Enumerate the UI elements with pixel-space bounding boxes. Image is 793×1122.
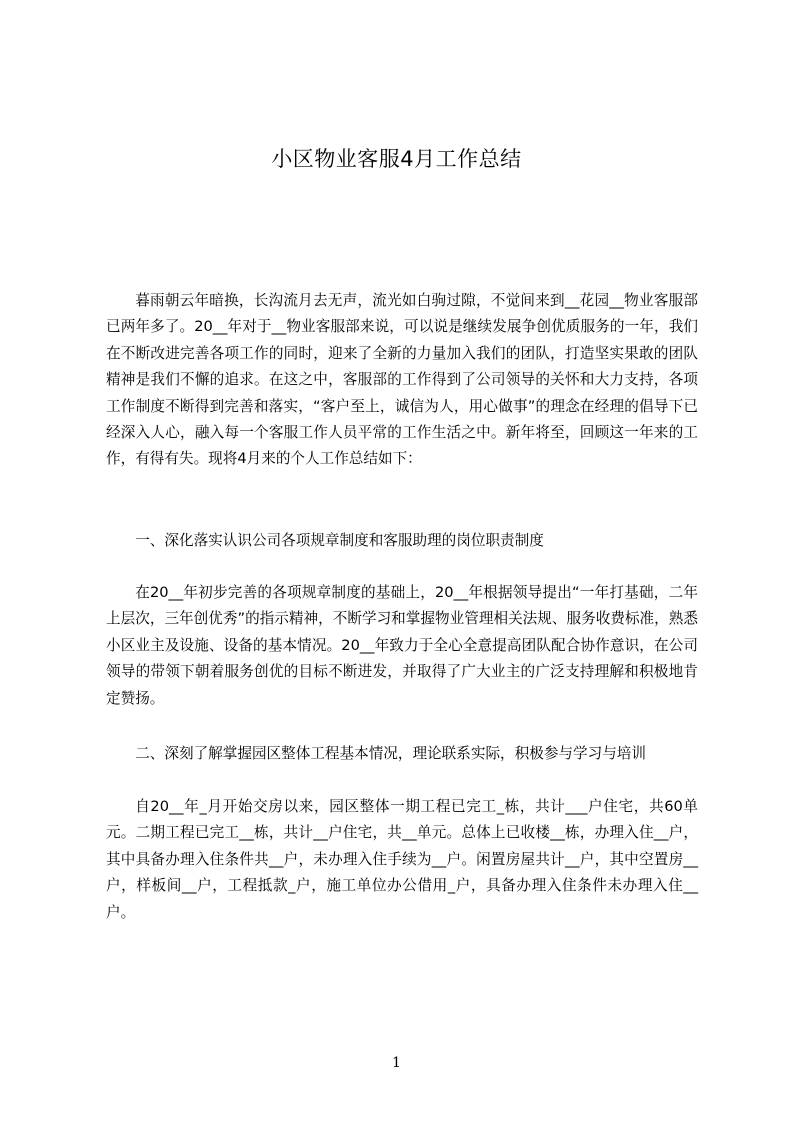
section-heading-2: 二、深刻了解掌握园区整体工程基本情况，理论联系实际，积极参与学习与培训 xyxy=(135,745,646,762)
paragraph-section-1: 在20__年初步完善的各项规章制度的基础上，20__年根据领导提出“一年打基础，二年上层次，三年创优秀”的指示精神，不断学习和掌握物业管理相关法规、服务收费标准，熟悉小区业主及设施、设备的基本情况。20__年致力于全心全意提高团队配合协作意识，在公司领导的带领下朝着服务创优的目标不断进发，并取得了广大业主的广泛支持理解和积极地肯定赞扬。 xyxy=(106,584,698,707)
paragraph-intro: 暮雨朝云年暗换，长沟流月去无声，流光如白驹过隙，不觉间来到__花园__物业客服部已两年多了。20__年对于__物业客服部来说，可以说是继续发展争创优质服务的一年，我们在不断改进完善各项工作的同时，迎来了全新的力量加入我们的团队，打造坚实果敢的团队精神是我们不懈的追求。在这之中，客服部的工作得到了公司领导的关怀和大力支持，各项工作制度不断得到完善和落实，“客户至上，诚信为人，用心做事”的理念在经理的倡导下已经深入人心，融入每一个客服工作人员平常的工作生活之中。新年将至，回顾这一年来的工作，有得有失。现将4月来的个人工作总结如下： xyxy=(106,292,698,468)
paragraph-section-2: 自20__年_月开始交房以来，园区整体一期工程已完工_栋，共计___户住宅，共60单元。二期工程已完工__栋，共计__户住宅，共__单元。总体上已收楼__栋，办理入住__户，其中具备办理入住条件共__户，未办理入住手续为__户。闲置房屋共计__户，其中空置房__户，样板间__户，工程抵款_户，施工单位办公借用_户，具备办理入住条件未办理入住__户。 xyxy=(106,798,698,921)
page-number: 1 xyxy=(392,1055,401,1071)
document-title: 小区物业客服4月工作总结 xyxy=(271,147,522,171)
section-heading-1: 一、深化落实认识公司各项规章制度和客服助理的岗位职责制度 xyxy=(135,532,544,549)
